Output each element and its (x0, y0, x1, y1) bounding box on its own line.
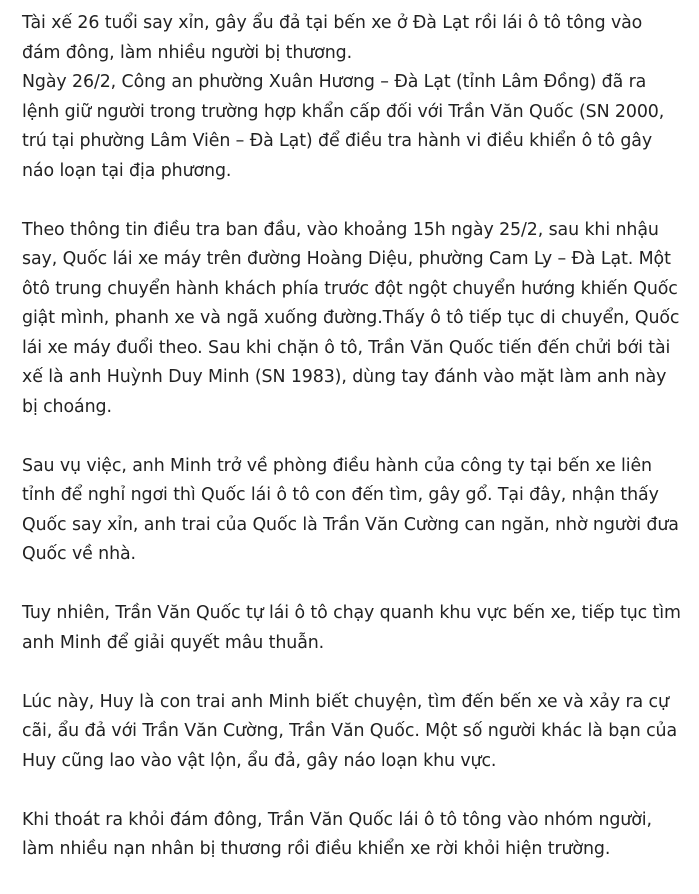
article-paragraph: Ngày 26/2, Công an phường Xuân Hương – Đà Lạt (tỉnh Lâm Đồng) đã ra lệnh giữ người trong trường hợp khẩn cấp đối với Trần Văn Quốc (SN 2000, trú tại phường Lâm Viên – Đà Lạt) để điều tra hành vi điều khiển ô tô gây náo loạn tại địa phương. (22, 72, 665, 181)
article-paragraph: Lúc này, Huy là con trai anh Minh biết chuyện, tìm đến bến xe và xảy ra cự cãi, ẩu đả với Trần Văn Cường, Trần Văn Quốc. Một số người khác là bạn của Huy cũng lao vào vật lộn, ẩu đả, gây náo loạn khu vực. (22, 691, 678, 771)
news-article-body (22, 9, 684, 894)
article-paragraph: Khi thoát ra khỏi đám đông, Trần Văn Quốc lái ô tô tông vào nhóm người, làm nhiều nạn nhân bị thương rồi điều khiển xe rời khỏi hiện trường. (22, 809, 652, 859)
article-paragraph: Sau vụ việc, anh Minh trở về phòng điều hành của công ty tại bến xe liên tỉnh để nghỉ ngơi thì Quốc lái ô tô con đến tìm, gây gổ. Tại đây, nhận thấy Quốc say xỉn, anh trai của Quốc là Trần Văn Cường can ngăn, nhờ người đưa Quốc về nhà. (22, 455, 679, 564)
article-paragraph: Theo thông tin điều tra ban đầu, vào khoảng 15h ngày 25/2, sau khi nhậu say, Quốc lái xe máy trên đường Hoàng Diệu, phường Cam Ly – Đà Lạt. Một ôtô trung chuyển hành khách phía trước đột ngột chuyển hướng khiến Quốc giật mình, phanh xe và ngã xuống đường.Thấy ô tô tiếp tục di chuyển, Quốc lái xe máy đuổi theo. Sau khi chặn ô tô, Trần Văn Quốc tiến đến chửi bới tài xế là anh Huỳnh Duy Minh (SN 1983), dùng tay đánh vào mặt làm anh này bị choáng. (22, 219, 680, 417)
article-paragraph: Tuy nhiên, Trần Văn Quốc tự lái ô tô chạy quanh khu vực bến xe, tiếp tục tìm anh Minh để giải quyết mâu thuẫn. (22, 603, 681, 653)
article-lead-paragraph: Tài xế 26 tuổi say xỉn, gây ẩu đả tại bến xe ở Đà Lạt rồi lái ô tô tông vào đám đông, làm nhiều người bị thương. (22, 13, 643, 63)
